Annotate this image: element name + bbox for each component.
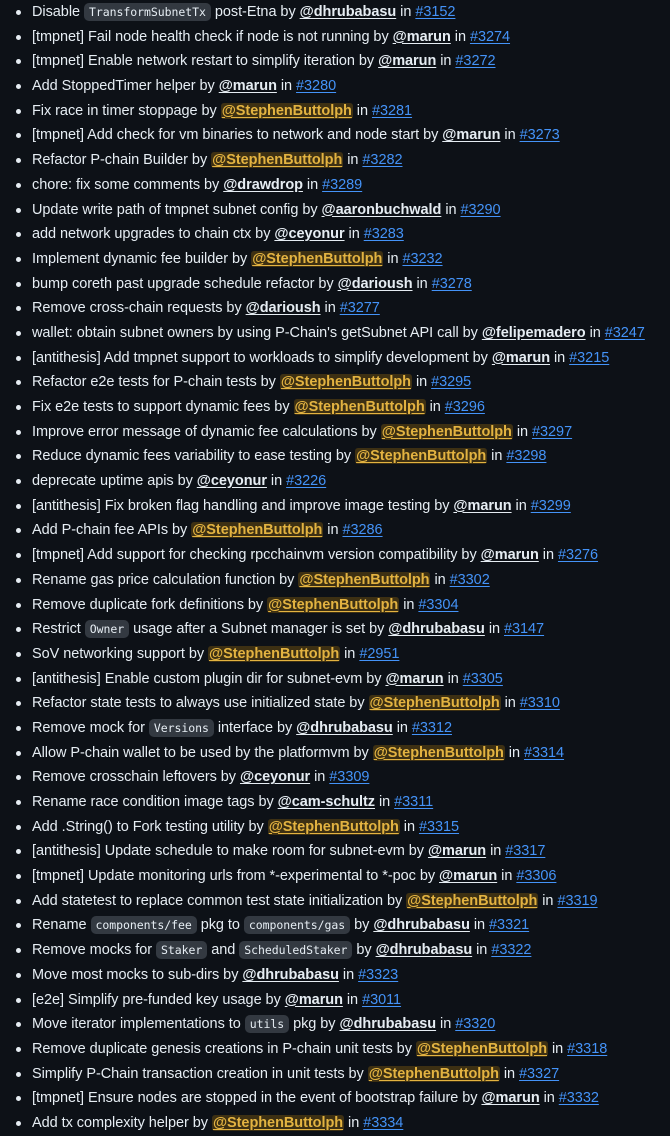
- changelog-item: [0, 543, 670, 568]
- pull-request-link[interactable]: #3297: [532, 423, 573, 440]
- pull-request-link[interactable]: #3272: [455, 53, 496, 70]
- pull-request-link[interactable]: #3276: [557, 547, 599, 564]
- changelog-item: [0, 765, 670, 790]
- author-link[interactable]: @marun: [439, 868, 498, 885]
- author-link[interactable]: @dhrubabasu: [339, 1016, 437, 1033]
- joiner-text: in: [500, 127, 520, 144]
- item-text: Refactor P-chain Builder by: [32, 152, 212, 169]
- joiner-text: in: [276, 78, 297, 95]
- author-link[interactable]: @StephenButtolph: [381, 423, 512, 440]
- item-text: deprecate uptime apis by: [32, 473, 197, 490]
- pull-request-link[interactable]: #3318: [567, 1040, 608, 1057]
- changelog-item: [0, 0, 670, 25]
- pull-request-link[interactable]: #3232: [402, 250, 443, 267]
- author-link[interactable]: @aaronbuchwald: [321, 201, 442, 218]
- author-link[interactable]: @marun: [392, 28, 451, 45]
- joiner-text: in: [486, 843, 506, 860]
- item-text: Add .String() to Fork testing utility by: [32, 818, 268, 835]
- changelog-item: [0, 247, 670, 272]
- changelog-item: [0, 839, 670, 864]
- joiner-text: in: [430, 571, 450, 588]
- author-link[interactable]: @dhrubabasu: [299, 4, 397, 20]
- pull-request-link[interactable]: #3317: [505, 843, 546, 860]
- pull-request-link[interactable]: #3323: [358, 966, 399, 983]
- author-link[interactable]: @dhrubabasu: [373, 917, 470, 934]
- author-link[interactable]: @dhrubabasu: [242, 966, 339, 983]
- pull-request-link[interactable]: #3298: [506, 448, 547, 465]
- joiner-text: in: [436, 1016, 456, 1033]
- item-text: Remove crosschain leftovers by: [32, 769, 240, 786]
- inline-code: components/fee: [91, 916, 197, 934]
- author-link[interactable]: @ceyonur: [239, 769, 311, 786]
- changelog-item: [0, 864, 670, 889]
- changelog-item: [0, 272, 670, 297]
- item-text: Disable: [32, 4, 84, 20]
- changelog-item: [0, 123, 670, 148]
- item-text: by: [350, 917, 374, 934]
- author-link[interactable]: @marun: [218, 78, 277, 95]
- author-link[interactable]: @marun: [453, 497, 512, 514]
- inline-code: Versions: [149, 719, 214, 737]
- item-text: Update write path of tmpnet subnet config by: [32, 201, 322, 218]
- item-text: Refactor e2e tests for P-chain tests by: [32, 374, 280, 391]
- changelog-item: [0, 222, 670, 247]
- author-link[interactable]: @ceyonur: [196, 473, 267, 490]
- joiner-text: in: [550, 349, 570, 366]
- changelog-item: [0, 1111, 670, 1136]
- item-text: and: [207, 942, 240, 959]
- pull-request-link[interactable]: #3305: [462, 670, 503, 687]
- changelog-item: [0, 494, 670, 519]
- changelog-item: [0, 148, 670, 173]
- author-link[interactable]: @StephenButtolph: [209, 645, 340, 662]
- changelog-item: [0, 617, 670, 642]
- author-link[interactable]: @StephenButtolph: [221, 102, 352, 119]
- joiner-text: in: [441, 201, 461, 218]
- item-text: usage after a Subnet manager is set by: [129, 621, 389, 638]
- item-text: [tmpnet] Fail node health check if node is not running by: [32, 28, 393, 45]
- joiner-text: in: [302, 176, 323, 193]
- author-link[interactable]: @marun: [378, 53, 437, 70]
- author-link[interactable]: @StephenButtolph: [416, 1040, 547, 1057]
- joiner-text: in: [443, 670, 463, 687]
- item-text: Remove cross-chain requests by: [32, 300, 246, 317]
- item-text: Rename: [32, 917, 91, 934]
- item-text: Implement dynamic fee builder by: [32, 250, 252, 267]
- item-text: Add statetest to replace common test state initialization by: [32, 892, 407, 909]
- changelog-item: [0, 815, 670, 840]
- changelog-item: [0, 1037, 670, 1062]
- item-text: Rename gas price calculation function by: [32, 571, 299, 588]
- author-link[interactable]: @marun: [480, 547, 539, 564]
- item-text: [antithesis] Update schedule to make room for subnet-evm by: [32, 843, 428, 860]
- pull-request-link[interactable]: #3332: [558, 1090, 599, 1107]
- changelog-item: [0, 49, 670, 74]
- pull-request-link[interactable]: #3273: [519, 127, 560, 144]
- pull-request-link[interactable]: #3295: [431, 374, 472, 391]
- changelog-item: [0, 321, 670, 346]
- pull-request-link[interactable]: #3299: [530, 497, 571, 514]
- item-text: Allow P-chain wallet to be used by the platformvm by: [32, 744, 373, 761]
- joiner-text: in: [320, 300, 340, 317]
- changelog-item: [0, 346, 670, 371]
- changelog-item: [0, 1086, 670, 1111]
- item-text: chore: fix some comments by: [32, 176, 224, 193]
- author-link[interactable]: @darioush: [337, 275, 413, 292]
- joiner-text: in: [472, 942, 492, 959]
- item-text: Restrict: [32, 621, 85, 638]
- item-text: Remove mock for: [32, 719, 149, 736]
- joiner-text: in: [396, 4, 416, 20]
- pull-request-link[interactable]: #3283: [363, 226, 404, 243]
- changelog-item: [0, 173, 670, 198]
- item-text: pkg to: [196, 917, 244, 934]
- author-link[interactable]: @StephenButtolph: [299, 571, 430, 588]
- joiner-text: in: [340, 645, 360, 662]
- pull-request-link[interactable]: #3280: [296, 78, 337, 95]
- inline-code: TransformSubnetTx: [84, 3, 211, 21]
- joiner-text: in: [425, 399, 445, 415]
- item-text: pkg by: [289, 1016, 340, 1033]
- inline-code: Owner: [85, 620, 129, 638]
- item-text: Improve error message of dynamic fee calculations by: [32, 423, 381, 440]
- author-link[interactable]: @marun: [284, 991, 343, 1008]
- pull-request-link[interactable]: #3247: [604, 324, 645, 341]
- joiner-text: in: [436, 53, 456, 70]
- item-text: Fix e2e tests to support dynamic fees by: [32, 399, 294, 415]
- pull-request-link[interactable]: #3147: [504, 621, 545, 638]
- pull-request-link[interactable]: #3282: [362, 152, 403, 169]
- author-link[interactable]: @StephenButtolph: [252, 250, 383, 267]
- item-text: [antithesis] Add tmpnet support to workloads to simplify development by: [32, 349, 492, 366]
- changelog-item: [0, 74, 670, 99]
- joiner-text: in: [392, 719, 412, 736]
- joiner-text: in: [500, 695, 520, 712]
- item-text: interface by: [213, 719, 297, 736]
- changelog-item: [0, 99, 670, 124]
- item-text: Remove duplicate fork definitions by: [32, 596, 268, 613]
- pull-request-link[interactable]: #3327: [519, 1065, 560, 1082]
- item-text: add network upgrades to chain ctx by: [32, 226, 275, 243]
- changelog-item: [0, 963, 670, 988]
- author-link[interactable]: @dhrubabasu: [296, 719, 393, 736]
- changelog-item: [0, 667, 670, 692]
- joiner-text: in: [538, 547, 558, 564]
- author-link[interactable]: @darioush: [245, 300, 321, 317]
- author-link[interactable]: @StephenButtolph: [407, 892, 538, 909]
- changelog-item: [0, 469, 670, 494]
- changelog-item: [0, 198, 670, 223]
- item-text: Remove duplicate genesis creations in P-chain unit tests by: [32, 1040, 416, 1057]
- joiner-text: in: [412, 275, 432, 292]
- joiner-text: in: [344, 226, 364, 243]
- joiner-text: in: [323, 522, 343, 539]
- item-text: Move iterator implementations to: [32, 1016, 245, 1033]
- item-text: Refactor state tests to always use initialized state by: [32, 695, 369, 712]
- pull-request-link[interactable]: #3289: [322, 176, 363, 193]
- pull-request-link[interactable]: #3311: [394, 794, 434, 810]
- pull-request-link[interactable]: #3226: [286, 473, 327, 490]
- author-link[interactable]: @StephenButtolph: [268, 596, 399, 613]
- author-link[interactable]: @marun: [442, 127, 501, 144]
- changelog-item: [0, 518, 670, 543]
- changelog-item: [0, 395, 670, 420]
- author-link[interactable]: @marun: [481, 1090, 540, 1107]
- item-text: SoV networking support by: [32, 645, 209, 662]
- pull-request-link[interactable]: #3334: [363, 1114, 404, 1131]
- author-link[interactable]: @StephenButtolph: [212, 152, 343, 169]
- joiner-text: in: [469, 917, 490, 934]
- inline-code: Staker: [156, 941, 207, 959]
- joiner-text: in: [484, 621, 504, 638]
- pull-request-link[interactable]: #3290: [460, 201, 501, 218]
- inline-code: components/gas: [244, 916, 350, 934]
- joiner-text: in: [399, 596, 419, 613]
- changelog-item: [0, 642, 670, 667]
- joiner-text: in: [399, 818, 419, 835]
- pull-request-link[interactable]: #2951: [359, 645, 400, 662]
- changelog-item: [0, 716, 670, 741]
- changelog-item: [0, 420, 670, 445]
- author-link[interactable]: @StephenButtolph: [373, 744, 504, 761]
- item-text: [tmpnet] Enable network restart to simplify iteration by: [32, 53, 379, 70]
- joiner-text: in: [511, 497, 531, 514]
- item-text: Remove mocks for: [32, 942, 157, 959]
- author-link[interactable]: @dhrubabasu: [388, 621, 485, 638]
- author-link[interactable]: @dhrubabasu: [375, 942, 473, 959]
- joiner-text: in: [487, 448, 507, 465]
- author-link[interactable]: @marun: [427, 843, 487, 860]
- item-text: [antithesis] Enable custom plugin dir for subnet-evm by: [32, 670, 386, 687]
- changelog-item: [0, 938, 670, 963]
- pull-request-link[interactable]: #3310: [519, 695, 560, 712]
- item-text: [antithesis] Fix broken flag handling and improve image testing by: [32, 497, 454, 514]
- joiner-text: in: [266, 473, 287, 490]
- joiner-text: in: [539, 1090, 559, 1107]
- pull-request-link[interactable]: #3215: [569, 349, 610, 366]
- pull-request-link[interactable]: #3315: [418, 818, 460, 835]
- pull-request-link[interactable]: #3302: [449, 571, 490, 588]
- author-link[interactable]: @drawdrop: [223, 176, 303, 193]
- author-link[interactable]: @StephenButtolph: [212, 1114, 344, 1131]
- author-link[interactable]: @StephenButtolph: [280, 374, 411, 391]
- joiner-text: in: [338, 966, 359, 983]
- item-text: [e2e] Simplify pre-funded key usage by: [32, 991, 285, 1008]
- joiner-text: in: [411, 374, 432, 391]
- joiner-text: in: [343, 152, 363, 169]
- item-text: bump coreth past upgrade schedule refactor by: [32, 275, 338, 292]
- changelog-item: [0, 889, 670, 914]
- author-link[interactable]: @StephenButtolph: [356, 448, 487, 465]
- joiner-text: in: [499, 1065, 520, 1082]
- author-link[interactable]: @cam-schultz: [277, 794, 375, 810]
- joiner-text: in: [450, 28, 470, 45]
- pull-request-link[interactable]: #3312: [411, 719, 452, 736]
- joiner-text: in: [497, 868, 517, 885]
- joiner-text: in: [310, 769, 330, 786]
- joiner-text: in: [512, 423, 533, 440]
- item-text: Add P-chain fee APIs by: [32, 522, 192, 539]
- item-text: post-Etna by: [210, 4, 300, 20]
- pull-request-link[interactable]: #3309: [329, 769, 370, 786]
- pull-request-link[interactable]: #3281: [371, 102, 413, 119]
- joiner-text: in: [504, 744, 524, 761]
- pull-request-link[interactable]: #3286: [342, 522, 383, 539]
- inline-code: ScheduledStaker: [239, 941, 352, 959]
- changelog-item: [0, 296, 670, 321]
- changelog-item: [0, 988, 670, 1013]
- item-text: Add tx complexity helper by: [32, 1114, 212, 1131]
- pull-request-link[interactable]: #3306: [516, 868, 557, 885]
- item-text: Reduce dynamic fees variability to ease testing by: [32, 448, 356, 465]
- item-text: wallet: obtain subnet owners by using P-Chain's getSubnet API call by: [32, 324, 482, 341]
- item-text: Rename race condition image tags by: [32, 794, 278, 810]
- changelog-item: [0, 1062, 670, 1087]
- joiner-text: in: [585, 324, 605, 341]
- pull-request-link[interactable]: #3152: [415, 4, 456, 20]
- joiner-text: in: [375, 794, 395, 810]
- changelog-item: [0, 370, 670, 395]
- changelog-item: [0, 568, 670, 593]
- author-link[interactable]: @StephenButtolph: [368, 1065, 499, 1082]
- pull-request-link[interactable]: #3304: [418, 596, 459, 613]
- pull-request-link[interactable]: #3319: [557, 892, 598, 909]
- item-text: Move most mocks to sub-dirs by: [32, 966, 243, 983]
- joiner-text: in: [344, 1114, 364, 1131]
- pull-request-link[interactable]: #3320: [455, 1016, 496, 1033]
- author-link[interactable]: @StephenButtolph: [369, 695, 500, 712]
- author-link[interactable]: @ceyonur: [274, 226, 345, 243]
- author-link[interactable]: @StephenButtolph: [268, 818, 399, 835]
- author-link[interactable]: @marun: [385, 670, 444, 687]
- pull-request-link[interactable]: #3314: [523, 744, 565, 761]
- item-text: by: [352, 942, 376, 959]
- inline-code: utils: [245, 1015, 289, 1033]
- pull-request-link[interactable]: #3296: [444, 399, 485, 415]
- item-text: [tmpnet] Ensure nodes are stopped in the event of bootstrap failure by: [32, 1090, 482, 1107]
- changelog-item: [0, 741, 670, 766]
- pull-request-link[interactable]: #3274: [469, 28, 511, 45]
- item-text: Add StoppedTimer helper by: [32, 78, 219, 95]
- changelog-item: [0, 691, 670, 716]
- author-link[interactable]: @StephenButtolph: [192, 522, 323, 539]
- pull-request-link[interactable]: #3278: [431, 275, 472, 292]
- changelog-item: [0, 913, 670, 938]
- pull-request-link[interactable]: #3277: [339, 300, 380, 317]
- author-link[interactable]: @marun: [491, 349, 550, 366]
- joiner-text: in: [342, 991, 363, 1008]
- item-text: Simplify P-Chain transaction creation in unit tests by: [32, 1065, 368, 1082]
- joiner-text: in: [548, 1040, 568, 1057]
- pull-request-link[interactable]: #3322: [491, 942, 532, 959]
- pull-request-link[interactable]: #3321: [489, 917, 530, 934]
- changelog-item: [0, 790, 670, 815]
- author-link[interactable]: @felipemadero: [481, 324, 586, 341]
- item-text: [tmpnet] Add check for vm binaries to network and node start by: [32, 127, 443, 144]
- joiner-text: in: [538, 892, 558, 909]
- item-text: [tmpnet] Add support for checking rpcchainvm version compatibility by: [32, 547, 481, 564]
- changelog-item: [0, 25, 670, 50]
- changelog-item: [0, 1012, 670, 1037]
- author-link[interactable]: @StephenButtolph: [294, 399, 425, 415]
- joiner-text: in: [383, 250, 403, 267]
- item-text: Fix race in timer stoppage by: [32, 102, 221, 119]
- item-text: [tmpnet] Update monitoring urls from *-experimental to *-poc by: [32, 868, 440, 885]
- joiner-text: in: [352, 102, 372, 119]
- changelog-item: [0, 444, 670, 469]
- changelog-item: [0, 593, 670, 618]
- pull-request-link[interactable]: #3011: [362, 991, 402, 1008]
